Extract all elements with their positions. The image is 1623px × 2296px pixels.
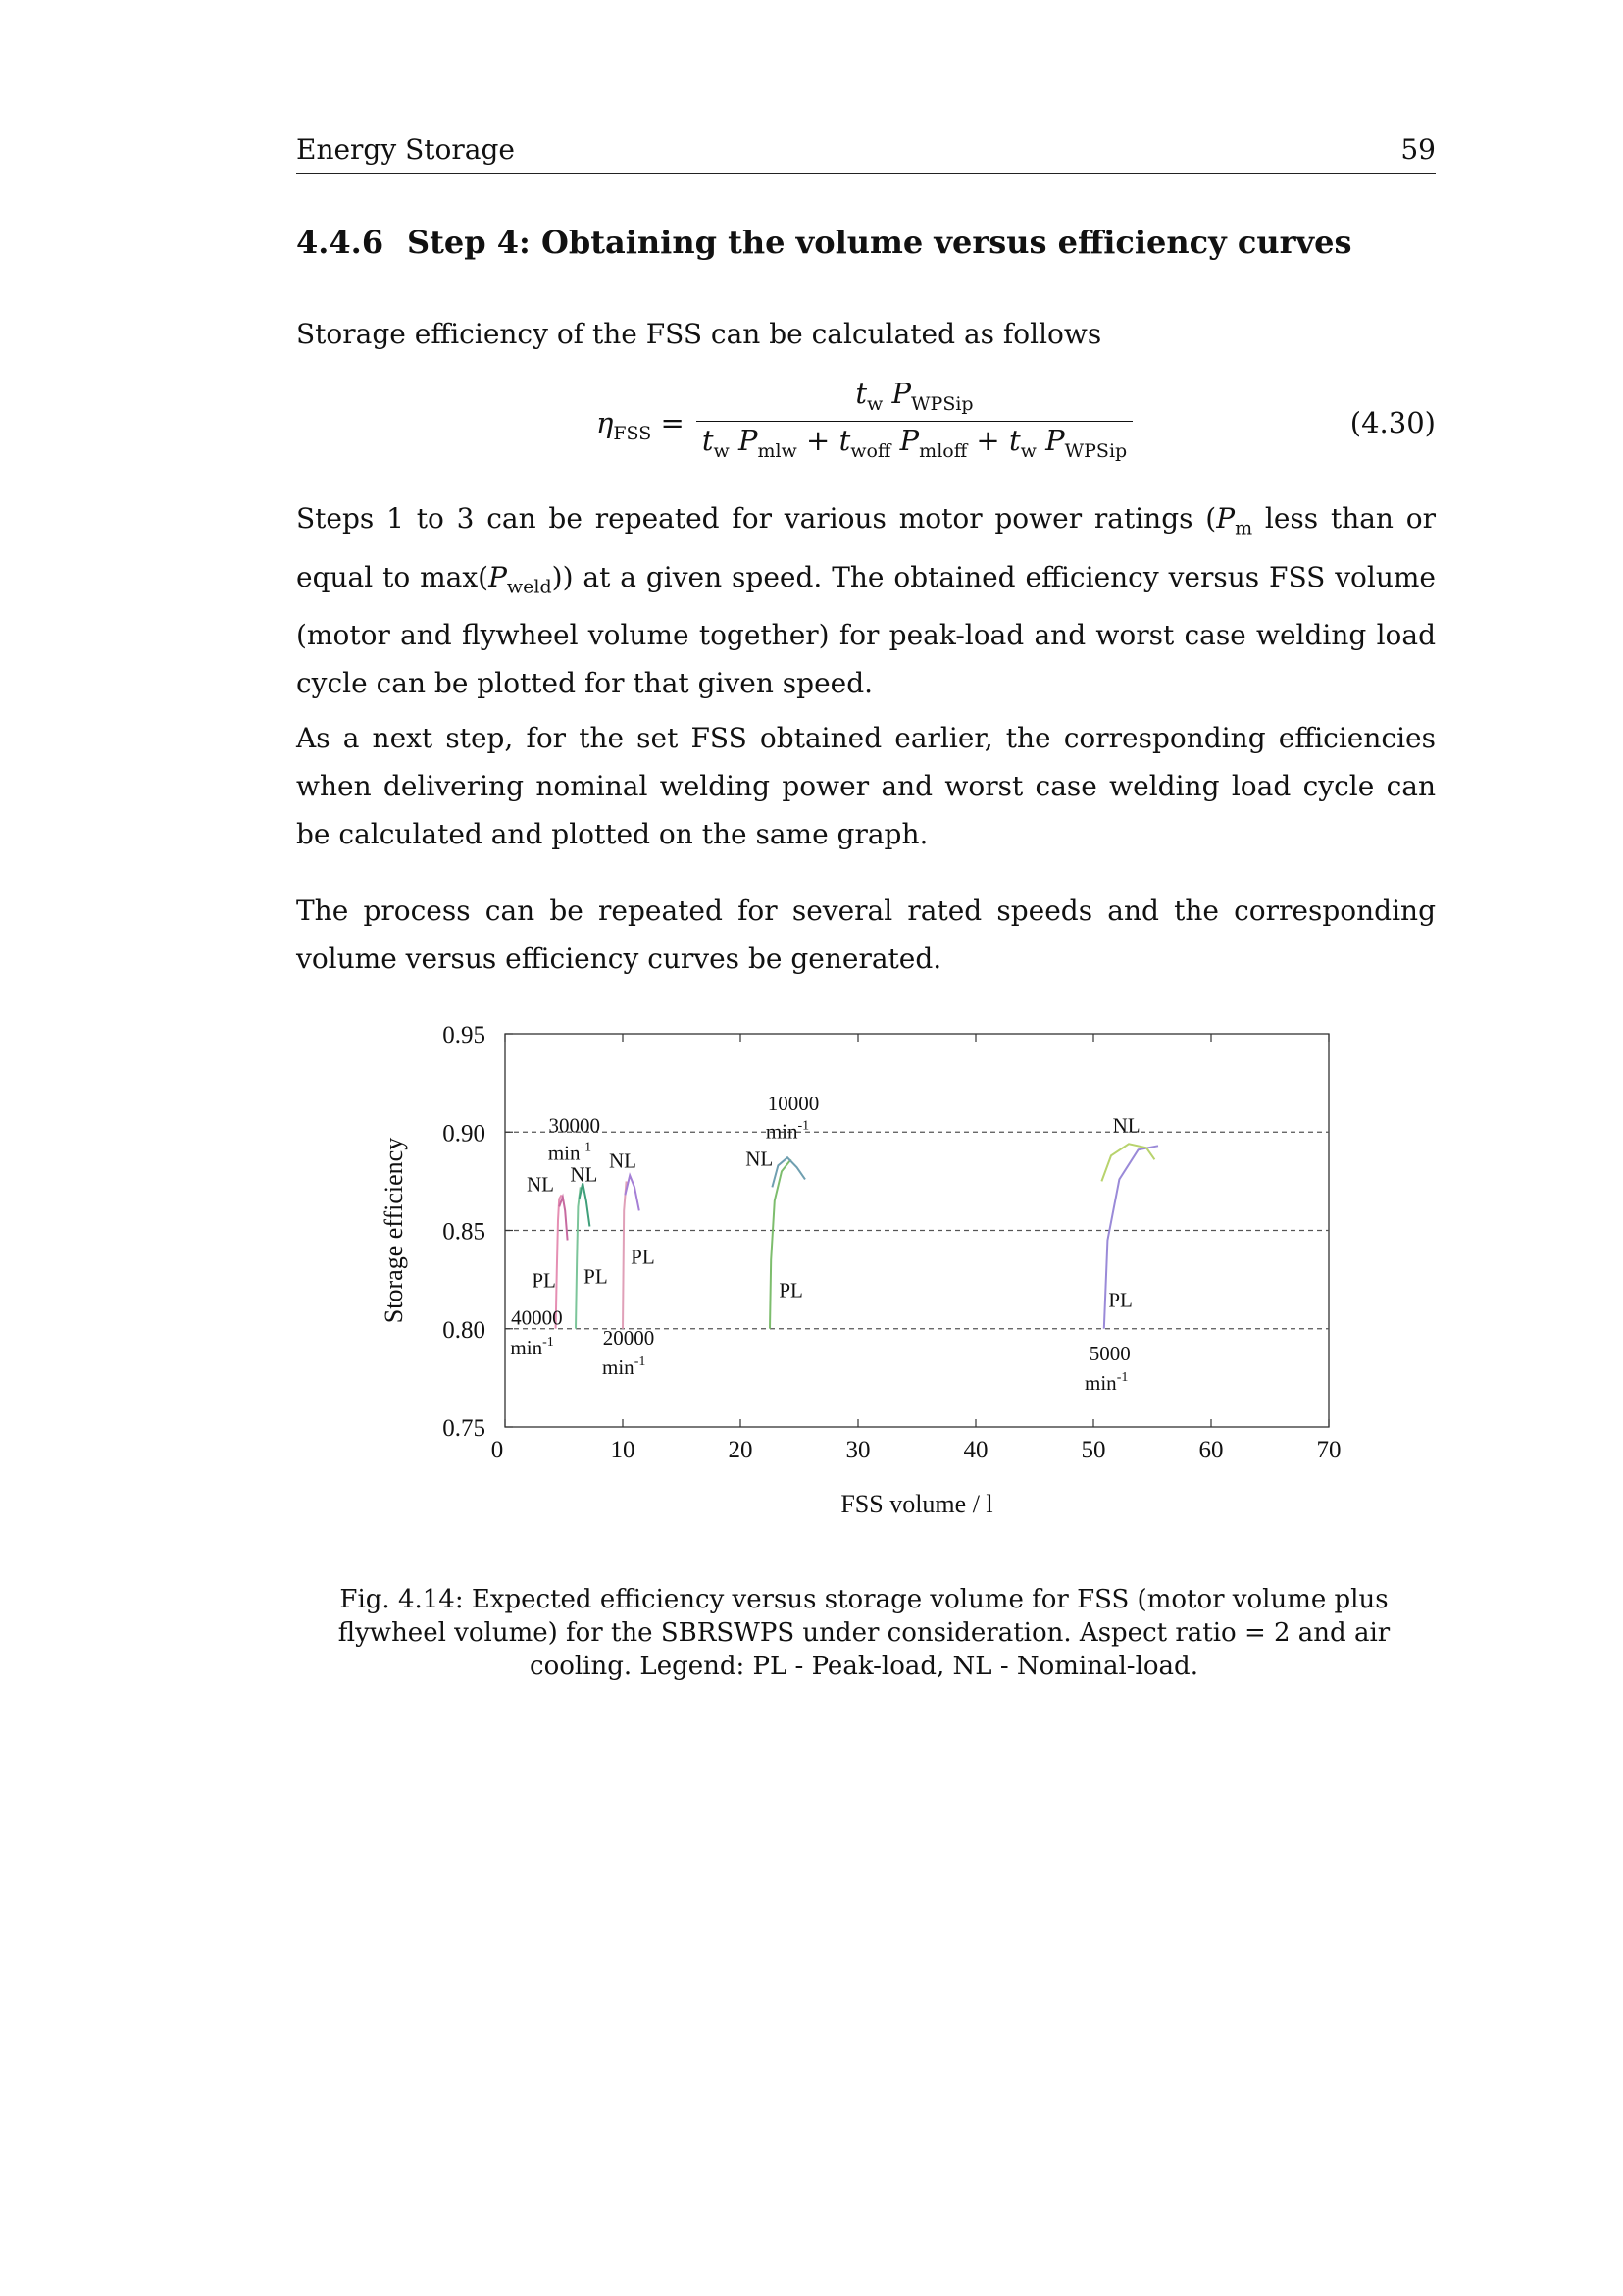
y-tick-label: 0.90 (442, 1120, 485, 1148)
annotation-4: NL (527, 1172, 554, 1197)
y-tick-label: 0.95 (442, 1022, 485, 1048)
series-line-4 (623, 1181, 627, 1328)
annotation-5: PL (532, 1268, 556, 1293)
x-tick-label: 40 (963, 1437, 989, 1463)
x-tick-label: 70 (1316, 1437, 1342, 1463)
annotation-11: $\min^{-1}$ (602, 1353, 646, 1379)
equation-numerator: $t_w$ $P_{WPSip}$ (696, 377, 1133, 422)
annotation-6: PL (583, 1264, 608, 1289)
intro-paragraph: Storage efficiency of the FSS can be calculated as follows (296, 318, 1102, 350)
annotation-7: PL (631, 1245, 655, 1269)
annotation-2: NL (570, 1162, 598, 1187)
annotation-1: $\min^{-1}$ (547, 1140, 592, 1165)
paragraph-steps: Steps 1 to 3 can be repeated for various motor power ratings ($P_m$ less than or equal to $\max(P_{weld})$) at a given speed. The obtained efficiency versus FSS volume (motor and flywheel volume together) for peak-load and worst case welding load cycle can be plotted for that given speed. (296, 502, 1437, 700)
annotation-15: PL (779, 1278, 803, 1302)
x-tick-label: 50 (1081, 1437, 1106, 1463)
y-tick-label: 0.80 (442, 1316, 485, 1344)
x-tick-label: 60 (1198, 1437, 1224, 1463)
running-header-title: Energy Storage (296, 133, 515, 166)
paragraph-next-step: As a next step, for the set FSS obtained earlier, the corresponding efficiencies when delivering nominal welding power and worst case welding load cycle can be calculated and plotted on the same graph. (296, 722, 1436, 850)
section-title: Step 4: Obtaining the volume versus efficiency curves (407, 224, 1352, 261)
paragraph-process: The process can be repeated for several rated speeds and the corresponding volume versus efficiency curves be generated. (296, 894, 1436, 975)
x-tick-label: 0 (490, 1437, 504, 1463)
annotation-0: 30000 (548, 1113, 601, 1138)
equation-4-30 (296, 377, 1436, 465)
series-line-9 (1101, 1144, 1154, 1181)
annotation-14: NL (745, 1147, 774, 1171)
running-header (296, 133, 1436, 174)
annotation-8: 40000 (511, 1305, 563, 1330)
y-tick-label: 0.75 (442, 1415, 485, 1442)
annotation-10: 20000 (602, 1325, 655, 1350)
annotation-16: NL (1112, 1113, 1141, 1138)
series-line-3 (580, 1183, 590, 1226)
equation-fraction (696, 377, 1133, 462)
annotation-12: 10000 (767, 1092, 820, 1116)
series-line-5 (625, 1175, 638, 1210)
annotation-17: PL (1108, 1288, 1133, 1312)
annotation-9: $\min^{-1}$ (510, 1334, 554, 1359)
annotation-18: 5000 (1089, 1341, 1131, 1365)
annotation-13: $\min^{-1}$ (765, 1118, 810, 1144)
x-axis-label: FSS volume / l (840, 1490, 993, 1518)
y-axis-label: Storage efficiency (380, 1137, 408, 1324)
figure-caption: Fig. 4.14: Expected efficiency versus storage volume for FSS (motor volume plus flywheel volume) for the SBRSWPS under consideration. Aspect ratio = 2 and air cooling. Legend: PL - Peak-load, NL - Nominal-load. (337, 1585, 1391, 1681)
section-number: 4.4.6 (296, 224, 384, 261)
efficiency-volume-chart (363, 1010, 1353, 1540)
annotation-3: NL (609, 1148, 636, 1173)
equation-lhs: $\eta_{FSS}$ = (596, 406, 685, 444)
x-tick-label: 10 (610, 1437, 635, 1463)
section-heading (296, 224, 1351, 261)
chart-svg (363, 1010, 1353, 1540)
page-number: 59 (1400, 133, 1436, 166)
x-tick-label: 30 (845, 1437, 871, 1463)
equation-number: (4.30) (1349, 406, 1436, 439)
x-tick-label: 20 (728, 1437, 753, 1463)
y-tick-label: 0.85 (442, 1218, 485, 1246)
equation-denominator: $t_w$ $P_{mlw} + t_{woff}$ $P_{mloff} + t_w$ $P_{WPSip}$ (701, 423, 1128, 462)
annotation-19: $\min^{-1}$ (1085, 1369, 1129, 1395)
series-line-1 (559, 1197, 567, 1240)
series-line-2 (576, 1187, 581, 1328)
